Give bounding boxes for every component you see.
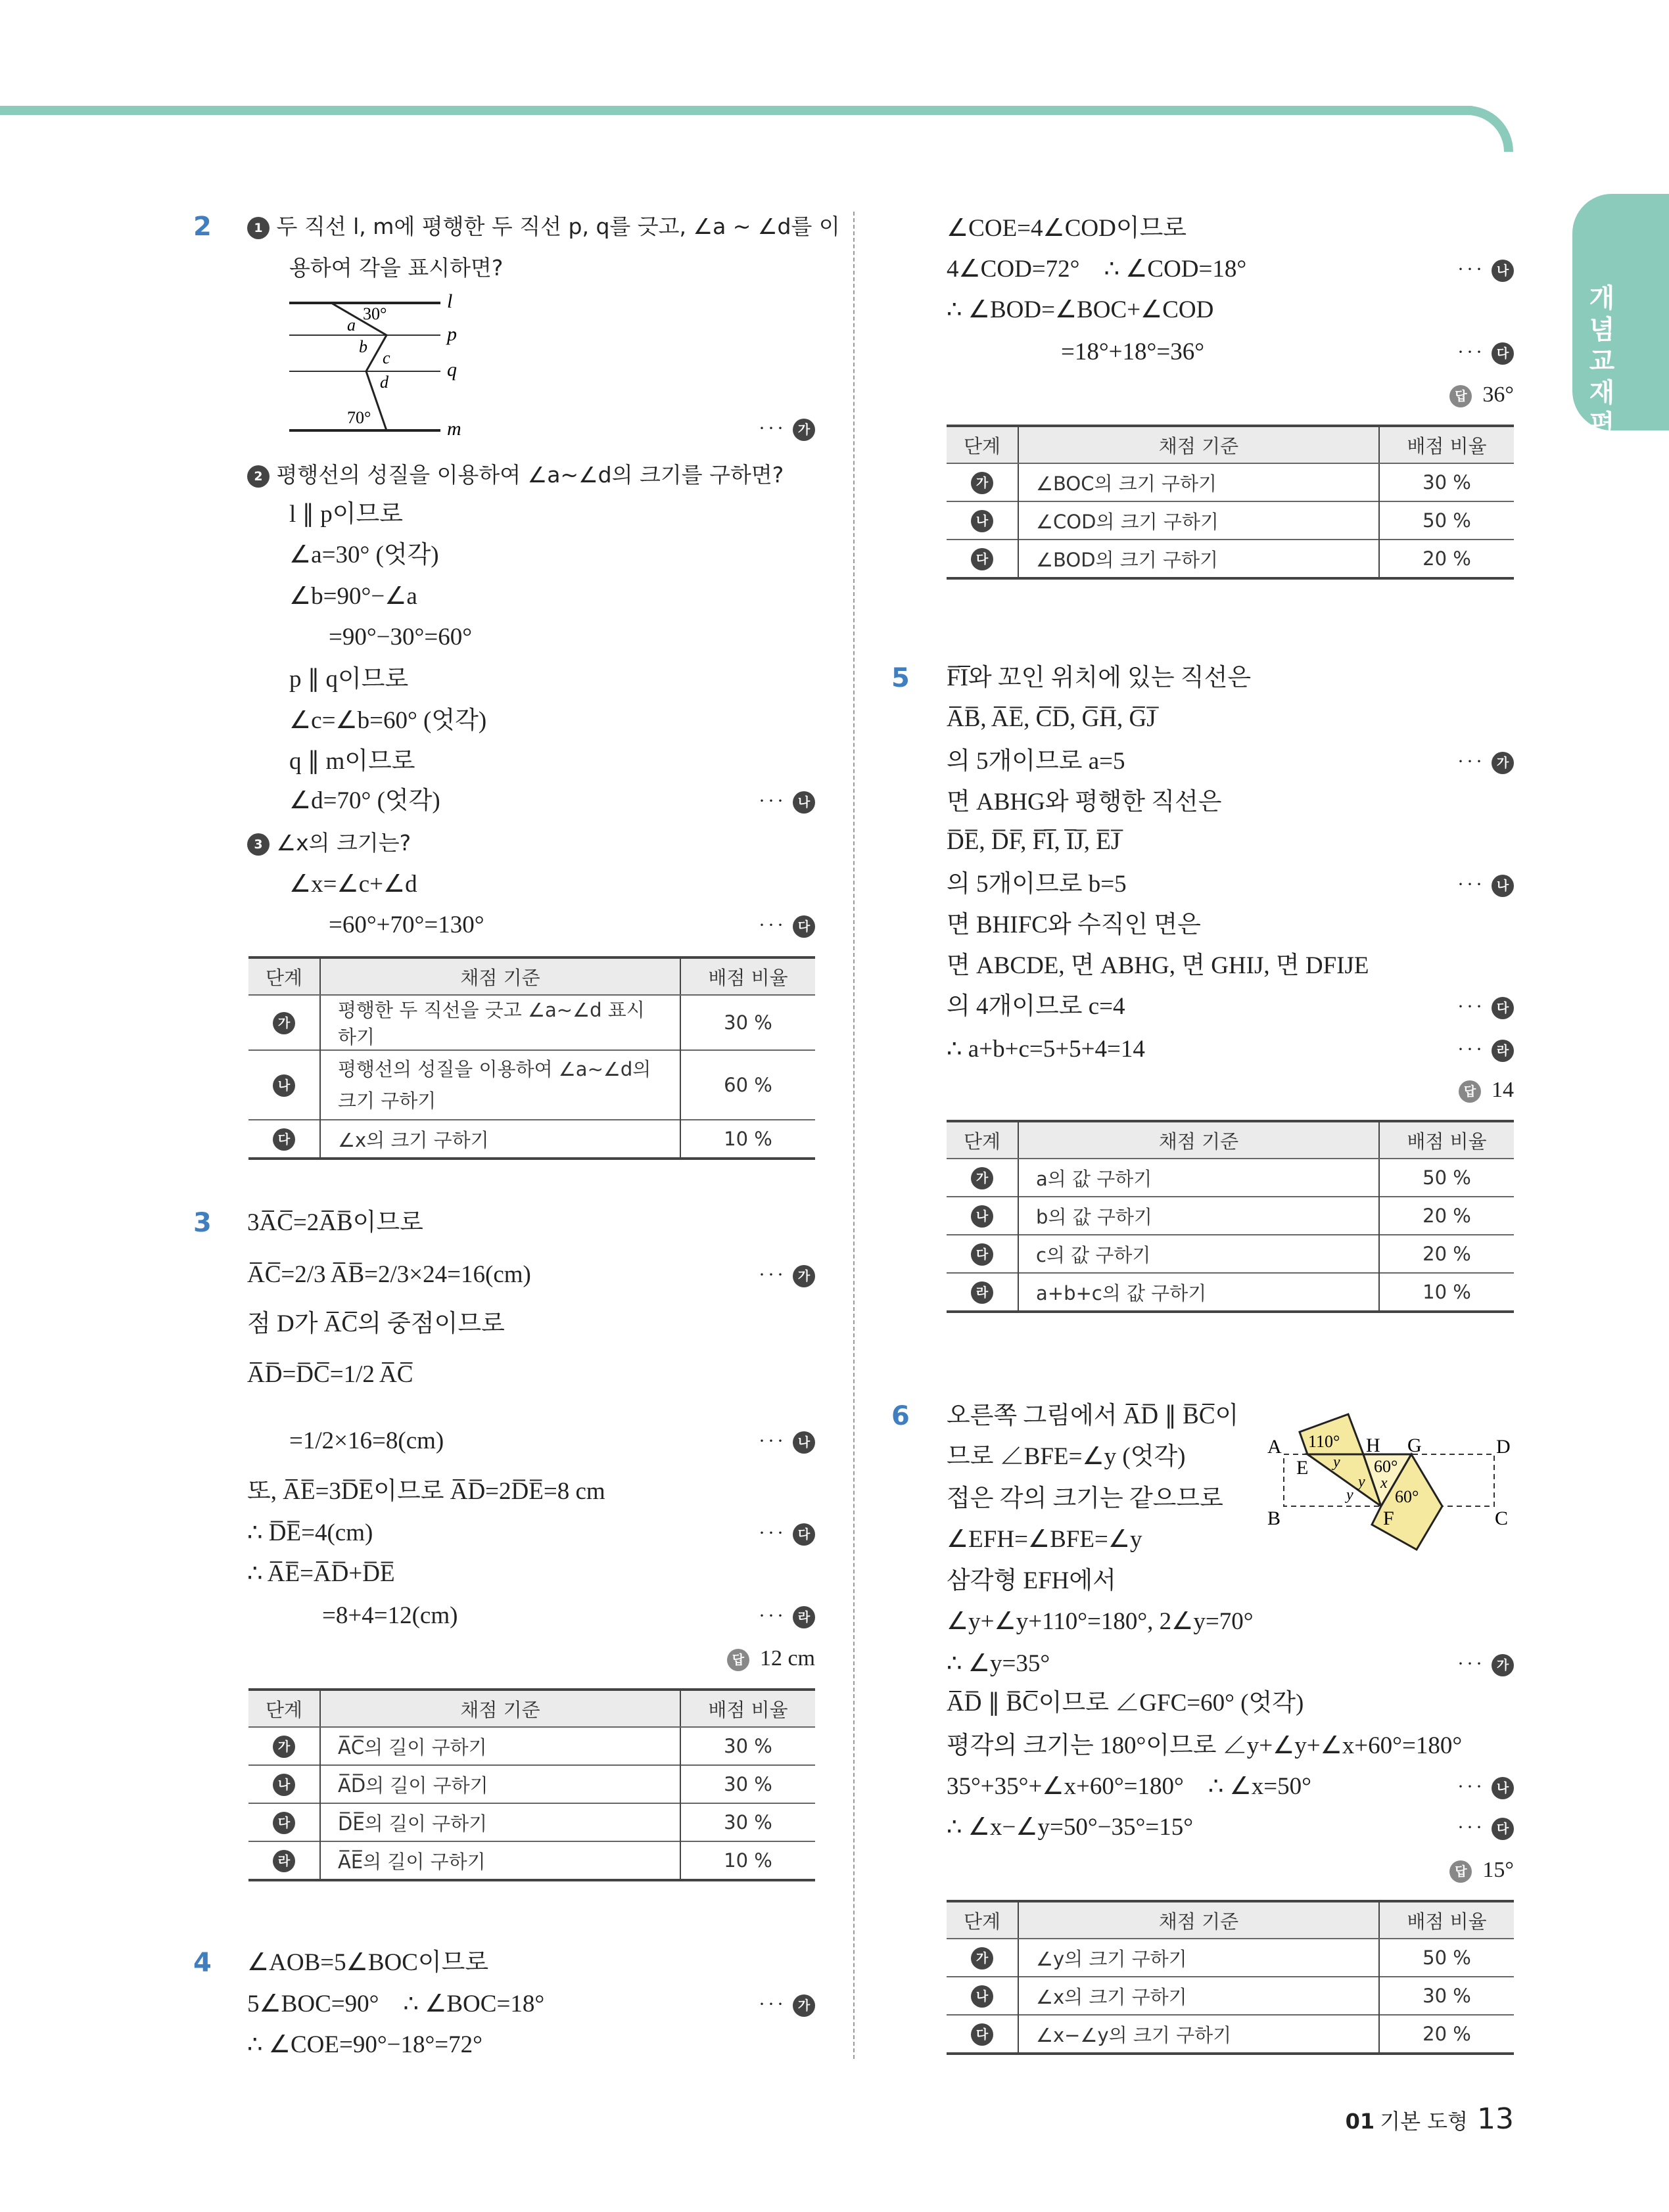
- step-marker-badge: 나: [1492, 1777, 1514, 1799]
- solution-line: p ∥ q이므로: [289, 666, 409, 693]
- step-marker-badge: 가: [971, 1167, 993, 1189]
- solution-line: 면 BHIFC와 수직인 면은: [947, 911, 1201, 938]
- table-cell: 단계: [947, 1901, 1018, 1939]
- solution-line: A̅C̅=2/3 A̅B̅=2/3×24=16(cm): [247, 1261, 531, 1288]
- solution-line: =1/2×16=8(cm): [289, 1427, 444, 1454]
- table-cell: [248, 1765, 320, 1803]
- table-cell: 30 %: [680, 1727, 815, 1765]
- solution-line: 5∠BOC=90° ∴ ∠BOC=18°: [247, 1991, 545, 2017]
- label-E: E: [1296, 1457, 1309, 1479]
- table-cell: ∠BOC의 크기 구하기: [1018, 463, 1379, 501]
- header-band-curve: [1440, 106, 1513, 152]
- step-marker-badge: 라: [971, 1281, 993, 1304]
- table-cell: 배점 비율: [1379, 1121, 1514, 1159]
- angle-60-top: 60°: [1374, 1457, 1398, 1476]
- angle-b: b: [359, 337, 367, 356]
- step-marker: ··· 다: [759, 1517, 815, 1550]
- column-divider: [853, 212, 855, 2059]
- step-marker-badge: 다: [793, 915, 815, 938]
- solution-line: ∠c=∠b=60° (엇각): [289, 707, 487, 734]
- table-cell: ∠x−∠y의 크기 구하기: [1018, 2015, 1379, 2054]
- table-cell: 60 %: [680, 1050, 815, 1120]
- solution-line: ∠COE=4∠COD이므로: [947, 215, 1187, 242]
- step-badge: 1: [247, 217, 270, 239]
- step-marker-badge: 가: [1492, 752, 1514, 774]
- question-text: 평행선의 성질을 이용하여 ∠a~∠d의 크기를 구하면?: [276, 462, 784, 488]
- solution-line: 평각의 크기는 180°이므로 ∠y+∠y+∠x+60°=180°: [947, 1732, 1463, 1759]
- scoring-table: [947, 1120, 1514, 1313]
- table-cell: 단계: [248, 957, 320, 995]
- answer: 답 14: [1459, 1074, 1514, 1107]
- solution-line: D̅E̅, D̅F̅, F̅I̅, I̅J̅, E̅J̅: [947, 828, 1121, 855]
- solution-line: ∠b=90°−∠a: [289, 583, 417, 610]
- table-row: [947, 2015, 1514, 2054]
- solution-line: =18°+18°=36°: [1061, 338, 1204, 365]
- table-row: [947, 1197, 1514, 1235]
- table-cell: A̅D̅의 길이 구하기: [320, 1765, 680, 1803]
- table-cell: 30 %: [680, 995, 815, 1050]
- step-marker-badge: 다: [971, 1243, 993, 1266]
- label-B: B: [1267, 1508, 1281, 1529]
- solution-line: A̅D̅=D̅C̅=1/2 A̅C̅: [247, 1361, 413, 1388]
- solution-line: 점 D가 A̅C̅의 중점이므로: [247, 1310, 505, 1337]
- table-cell: 채점 기준: [1018, 1901, 1379, 1939]
- step-marker-badge: 가: [971, 472, 993, 494]
- angle-y: y: [1358, 1473, 1365, 1490]
- table-cell: 배점 비율: [680, 1690, 815, 1727]
- solution-line: 의 5개이므로 a=5: [947, 748, 1125, 775]
- question-text: ∠x의 크기는?: [276, 830, 411, 856]
- step-marker-badge: 나: [273, 1774, 295, 1796]
- table-cell: b의 값 구하기: [1018, 1197, 1379, 1235]
- solution-line: ∴ ∠y=35°: [947, 1650, 1050, 1677]
- table-row: [248, 1120, 815, 1159]
- step-marker: ··· 다: [759, 909, 815, 942]
- solution-line: ∠y+∠y+110°=180°, 2∠y=70°: [947, 1608, 1254, 1635]
- table-cell: 평행한 두 직선을 긋고 ∠a~∠d 표시하기: [320, 995, 680, 1050]
- problem-number: 4: [193, 1948, 212, 1978]
- solution-line: 면 ABCDE, 면 ABHG, 면 GHIJ, 면 DFIJE: [947, 952, 1369, 979]
- table-row: [248, 1727, 815, 1765]
- table-row: [947, 540, 1514, 578]
- parallel-lines-figure: [0, 0, 500, 460]
- scoring-table: [248, 956, 815, 1160]
- table-cell: a의 값 구하기: [1018, 1159, 1379, 1197]
- solution-line: ∠x=∠c+∠d: [289, 871, 417, 898]
- label-q: q: [447, 359, 457, 380]
- page-footer: 01 기본 도형 13: [1345, 2102, 1514, 2136]
- table-cell: 50 %: [1379, 1939, 1514, 1977]
- angle-110: 110°: [1308, 1432, 1340, 1451]
- step-marker: ··· 나: [759, 1425, 815, 1458]
- solution-line: 의 5개이므로 b=5: [947, 871, 1127, 898]
- step-marker-badge: 가: [273, 1736, 295, 1758]
- step-marker-badge: 나: [793, 791, 815, 814]
- solution-line: 3A̅C̅=2A̅B̅이므로: [247, 1209, 423, 1236]
- step-badge: 3: [247, 833, 270, 856]
- table-cell: a+b+c의 값 구하기: [1018, 1273, 1379, 1312]
- table-cell: ∠x의 크기 구하기: [1018, 1977, 1379, 2015]
- solution-line: ∠EFH=∠BFE=∠y: [947, 1526, 1142, 1553]
- solution-line: l ∥ p이므로: [289, 501, 404, 528]
- solution-line: 오른쪽 그림에서 A̅D̅ ∥ B̅C̅이: [947, 1402, 1239, 1429]
- solution-line: ∠AOB=5∠BOC이므로: [247, 1949, 489, 1976]
- angle-70: 70°: [347, 408, 371, 427]
- step-marker-badge: 다: [273, 1128, 295, 1151]
- table-cell: 배점 비율: [680, 957, 815, 995]
- step-marker: ··· 나: [1457, 868, 1514, 901]
- label-H: H: [1366, 1435, 1380, 1456]
- solution-line: 접은 각의 크기는 같으므로: [947, 1485, 1223, 1512]
- step-marker-badge: 가: [793, 419, 815, 441]
- solution-line: ∴ ∠x−∠y=50°−35°=15°: [947, 1814, 1193, 1841]
- answer: 답 12 cm: [727, 1642, 815, 1675]
- solution-line: A̅D̅ ∥ B̅C̅이므로 ∠GFC=60° (엇각): [947, 1690, 1304, 1717]
- step-marker: ··· 라: [1457, 1033, 1514, 1066]
- question-2: [247, 459, 784, 492]
- step-marker: ··· 다: [1457, 990, 1514, 1023]
- step-marker-badge: 답: [1449, 1860, 1472, 1883]
- step-marker-badge: 가: [971, 1947, 993, 1970]
- step-marker: ··· 나: [1457, 1770, 1514, 1803]
- table-cell: 20 %: [1379, 2015, 1514, 2054]
- angle-y: y: [1346, 1486, 1353, 1504]
- label-G: G: [1407, 1435, 1422, 1456]
- step-marker: ··· 가: [759, 1988, 815, 2021]
- solution-line: 35°+35°+∠x+60°=180° ∴ ∠x=50°: [947, 1773, 1311, 1800]
- step-marker-badge: 나: [971, 1205, 993, 1228]
- table-row: [947, 463, 1514, 501]
- solution-line: ∴ A̅E̅=A̅D̅+D̅E̅: [247, 1560, 395, 1587]
- table-cell: ∠x의 크기 구하기: [320, 1120, 680, 1159]
- table-cell: [248, 995, 320, 1050]
- solution-line: ∠a=30° (엇각): [289, 541, 439, 568]
- table-cell: 50 %: [1379, 501, 1514, 540]
- solution-line: =8+4=12(cm): [322, 1602, 458, 1629]
- table-cell: 10 %: [680, 1841, 815, 1880]
- table-row: [947, 1159, 1514, 1197]
- solution-line: q ∥ m이므로: [289, 748, 415, 775]
- answer: 답 15°: [1449, 1854, 1514, 1887]
- angle-30: 30°: [363, 304, 387, 323]
- step-marker: ··· 라: [759, 1600, 815, 1632]
- table-row: [947, 1235, 1514, 1273]
- table-cell: [947, 501, 1018, 540]
- angle-x: x: [1380, 1475, 1388, 1492]
- label-m: m: [447, 418, 461, 440]
- problem-number: 3: [193, 1208, 212, 1238]
- step-marker-badge: 나: [273, 1074, 295, 1097]
- label-p: p: [447, 323, 457, 345]
- solution-line: =60°+70°=130°: [329, 911, 484, 938]
- table-cell: ∠BOD의 크기 구하기: [1018, 540, 1379, 578]
- table-cell: [947, 2015, 1018, 2054]
- table-cell: 20 %: [1379, 1197, 1514, 1235]
- table-row: [947, 1977, 1514, 2015]
- table-cell: [248, 1120, 320, 1159]
- step-marker: ··· 다: [1457, 1811, 1514, 1844]
- table-cell: [248, 1841, 320, 1880]
- angle-c: c: [383, 348, 390, 367]
- table-cell: [947, 540, 1018, 578]
- step-marker-badge: 가: [1492, 1654, 1514, 1676]
- step-marker-badge: 답: [727, 1649, 749, 1671]
- step-marker-badge: 다: [971, 2023, 993, 2046]
- table-cell: 30 %: [680, 1765, 815, 1803]
- table-cell: D̅E̅의 길이 구하기: [320, 1803, 680, 1841]
- table-row: [248, 1765, 815, 1803]
- table-cell: 단계: [947, 1121, 1018, 1159]
- table-cell: [947, 463, 1018, 501]
- table-cell: 배점 비율: [1379, 1901, 1514, 1939]
- solution-line: 므로 ∠BFE=∠y (엇각): [947, 1443, 1186, 1470]
- table-cell: 20 %: [1379, 540, 1514, 578]
- section-tab-label: 개념교재편: [1589, 283, 1615, 440]
- table-row: [947, 1273, 1514, 1312]
- table-cell: 채점 기준: [320, 1690, 680, 1727]
- solution-line: A̅B̅, A̅E̅, C̅D̅, G̅H̅, G̅J̅: [947, 705, 1156, 732]
- step-marker-badge: 다: [1492, 997, 1514, 1019]
- step-marker-badge: 다: [1492, 1818, 1514, 1840]
- question-text: 용하여 각을 표시하면?: [289, 255, 504, 281]
- label-C: C: [1495, 1508, 1509, 1529]
- table-cell: [947, 1159, 1018, 1197]
- question-3: [247, 827, 411, 860]
- step-marker-badge: 다: [1492, 342, 1514, 365]
- table-cell: [248, 1050, 320, 1120]
- table-cell: [947, 1235, 1018, 1273]
- table-cell: 50 %: [1379, 1159, 1514, 1197]
- table-row: [947, 501, 1514, 540]
- step-marker: ··· 가: [759, 412, 815, 445]
- table-row: [947, 1939, 1514, 1977]
- solution-line: ∴ ∠BOD=∠BOC+∠COD: [947, 296, 1214, 323]
- label-A: A: [1267, 1436, 1282, 1458]
- table-cell: 30 %: [1379, 1977, 1514, 2015]
- step-marker: ··· 나: [759, 785, 815, 818]
- step-marker-badge: 라: [273, 1850, 295, 1872]
- table-cell: [947, 1273, 1018, 1312]
- table-cell: 채점 기준: [1018, 1121, 1379, 1159]
- table-cell: 채점 기준: [320, 957, 680, 995]
- solution-line: F̅I̅와 꼬인 위치에 있는 직선은: [947, 664, 1252, 691]
- step-marker-badge: 다: [971, 548, 993, 570]
- solution-line: 4∠COD=72° ∴ ∠COD=18°: [947, 256, 1247, 283]
- table-cell: A̅E̅의 길이 구하기: [320, 1841, 680, 1880]
- table-cell: [947, 1197, 1018, 1235]
- question-text: 두 직선 l, m에 평행한 두 직선 p, q를 긋고, ∠a ~ ∠d를 이: [276, 214, 840, 239]
- step-marker-badge: 나: [971, 510, 993, 532]
- solution-line: 의 4개이므로 c=4: [947, 993, 1125, 1020]
- step-marker-badge: 다: [273, 1812, 295, 1834]
- step-marker: ··· 나: [1457, 253, 1514, 286]
- table-cell: [248, 1727, 320, 1765]
- step-marker-badge: 나: [1492, 260, 1514, 282]
- step-badge: 2: [247, 465, 270, 488]
- step-marker: ··· 가: [759, 1258, 815, 1291]
- label-F: F: [1383, 1508, 1394, 1529]
- table-cell: A̅C̅의 길이 구하기: [320, 1727, 680, 1765]
- table-cell: [947, 1939, 1018, 1977]
- table-cell: 30 %: [680, 1803, 815, 1841]
- step-marker-badge: 나: [793, 1431, 815, 1454]
- folded-paper-figure: [1249, 1380, 1512, 1577]
- label-l: l: [447, 290, 453, 312]
- problem-number: 6: [891, 1401, 910, 1431]
- table-cell: 10 %: [1379, 1273, 1514, 1312]
- solution-line: ∠d=70° (엇각): [289, 787, 440, 814]
- table-cell: 배점 비율: [1379, 426, 1514, 463]
- table-cell: 채점 기준: [1018, 426, 1379, 463]
- page-number: 13: [1477, 2102, 1514, 2136]
- solution-line: 삼각형 EFH에서: [947, 1567, 1116, 1594]
- table-cell: 단계: [248, 1690, 320, 1727]
- scoring-table: [248, 1688, 815, 1881]
- step-marker-badge: 답: [1459, 1080, 1481, 1103]
- step-marker-badge: 가: [793, 1265, 815, 1287]
- angle-a: a: [347, 315, 356, 334]
- label-D: D: [1496, 1436, 1511, 1458]
- solution-line: =90°−30°=60°: [329, 624, 472, 651]
- table-cell: c의 값 구하기: [1018, 1235, 1379, 1273]
- table-row: [248, 1803, 815, 1841]
- step-marker-badge: 가: [273, 1012, 295, 1034]
- step-marker-badge: 다: [793, 1523, 815, 1546]
- step-marker-badge: 가: [793, 1994, 815, 2017]
- table-row: [248, 1050, 815, 1120]
- solution-line: ∴ D̅E̅=4(cm): [247, 1519, 373, 1546]
- angle-y: y: [1333, 1454, 1340, 1471]
- step-marker-badge: 라: [793, 1606, 815, 1628]
- solution-line: ∴ ∠COE=90°−18°=72°: [247, 2031, 482, 2058]
- table-cell: 10 %: [680, 1120, 815, 1159]
- solution-line: ∴ a+b+c=5+5+4=14: [947, 1036, 1145, 1063]
- angle-60-bottom: 60°: [1395, 1487, 1419, 1506]
- step-marker-badge: 나: [971, 1985, 993, 2008]
- table-cell: [947, 1977, 1018, 2015]
- solution-line: 또, A̅E̅=3D̅E̅이므로 A̅D̅=2D̅E̅=8 cm: [247, 1478, 605, 1505]
- scoring-table: [947, 1900, 1514, 2055]
- table-cell: ∠y의 크기 구하기: [1018, 1939, 1379, 1977]
- problem-number: 5: [891, 663, 910, 693]
- table-cell: 평행선의 성질을 이용하여 ∠a~∠d의 크기 구하기: [320, 1050, 680, 1120]
- step-marker: ··· 가: [1457, 745, 1514, 778]
- step-marker-badge: 라: [1492, 1040, 1514, 1062]
- angle-d: d: [380, 373, 388, 392]
- step-marker: ··· 다: [1457, 336, 1514, 369]
- problem-number: 2: [193, 212, 212, 242]
- table-row: [248, 995, 815, 1050]
- table-cell: 20 %: [1379, 1235, 1514, 1273]
- table-cell: 단계: [947, 426, 1018, 463]
- step-marker-badge: 답: [1449, 385, 1472, 407]
- solution-line: 면 ABHG와 평행한 직선은: [947, 789, 1222, 816]
- table-row: [248, 1841, 815, 1880]
- table-cell: ∠COD의 크기 구하기: [1018, 501, 1379, 540]
- table-cell: [248, 1803, 320, 1841]
- scoring-table: [947, 425, 1514, 580]
- table-cell: 30 %: [1379, 463, 1514, 501]
- step-marker: ··· 가: [1457, 1647, 1514, 1680]
- answer: 답 36°: [1449, 379, 1514, 411]
- step-marker-badge: 나: [1492, 875, 1514, 897]
